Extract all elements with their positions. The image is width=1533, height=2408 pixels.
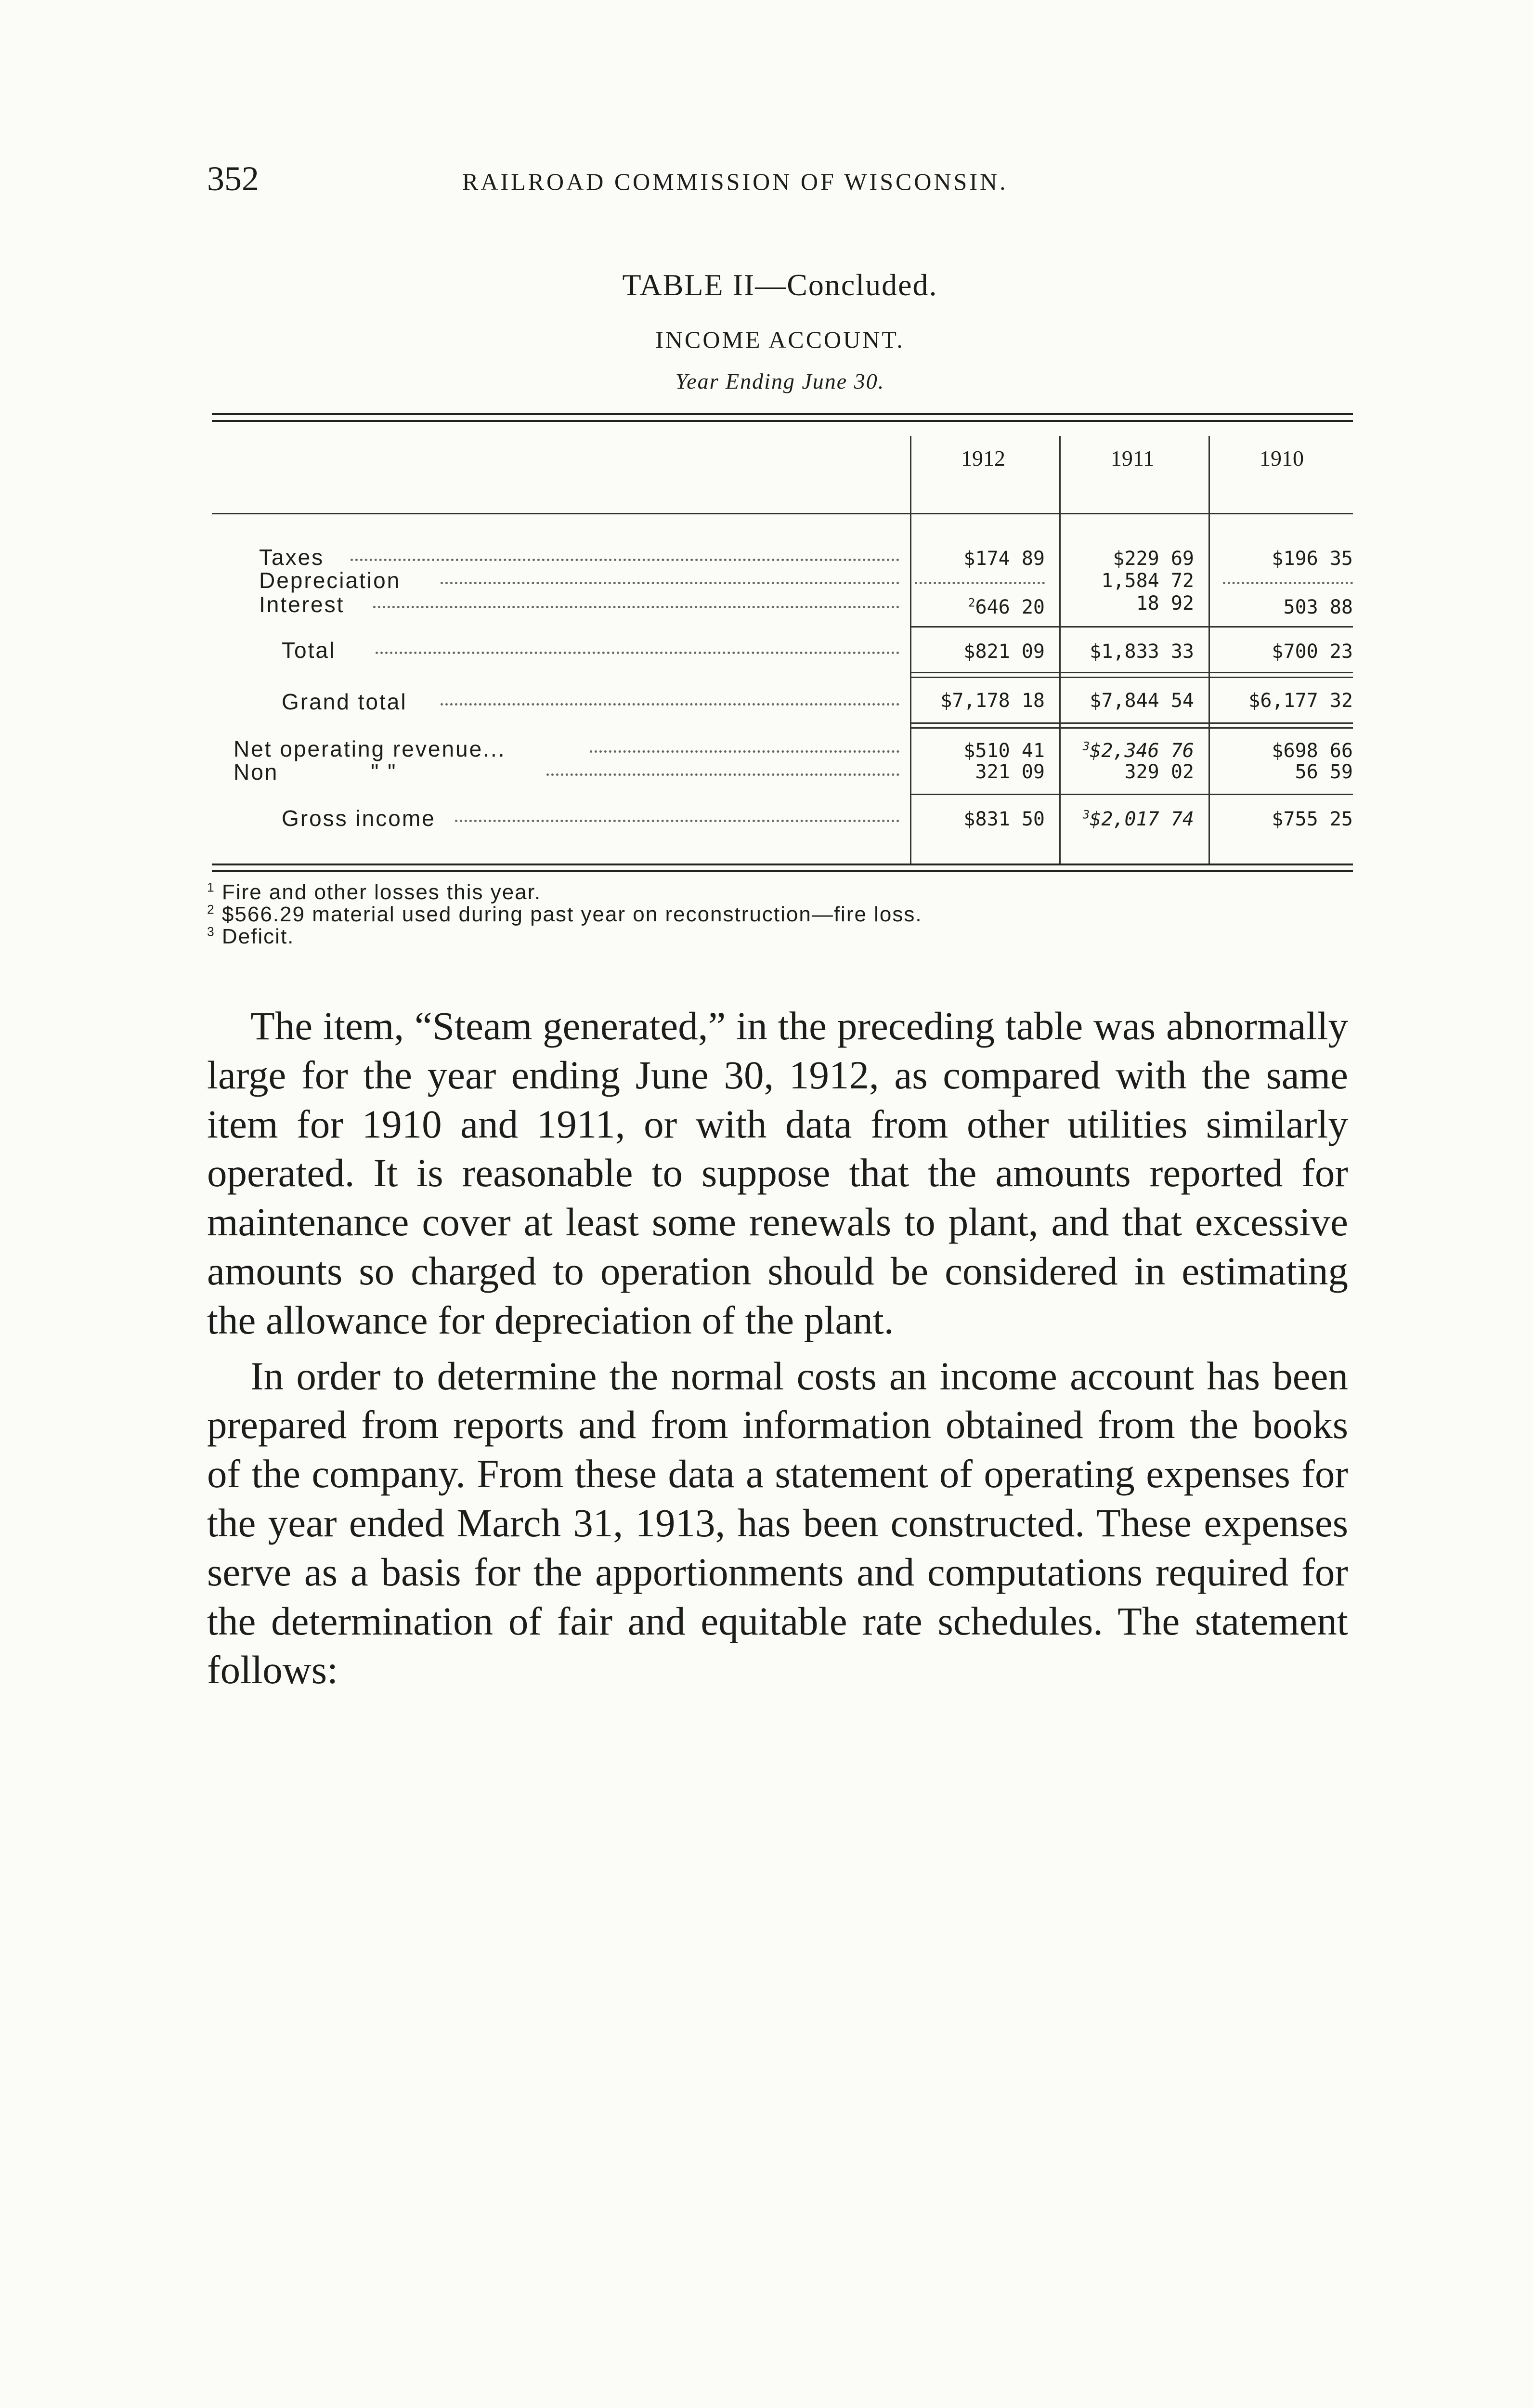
cell-value: 18 92 <box>1136 592 1194 615</box>
row-label: Net operating revenue... <box>234 736 506 761</box>
cell-value: $6,177 32 <box>1248 690 1353 712</box>
column-header-1912: 1912 <box>961 446 1005 471</box>
cell-value: $196 35 <box>1272 548 1353 570</box>
column-header-1910: 1910 <box>1260 446 1304 471</box>
page-header <box>207 159 1353 202</box>
sum-rule <box>911 677 1353 678</box>
dot-leader <box>455 820 899 822</box>
cell-value: $1,833 33 <box>1090 641 1194 663</box>
footnote: $^1$ Fire and other losses this year. <box>207 880 542 904</box>
footnotes <box>207 881 1353 948</box>
cell-value: 329 02 <box>1124 761 1194 783</box>
row-label: Interest <box>259 592 345 617</box>
sum-rule <box>911 626 1353 628</box>
running-head: RAILROAD COMMISSION OF WISCONSIN. <box>462 168 1008 195</box>
cell-value: 1,584 72 <box>1101 570 1194 592</box>
footnote: $^2$ $566.29 material used during past year on reconstruction—fire loss. <box>207 902 922 926</box>
dot-leader <box>441 703 899 706</box>
page-number: 352 <box>207 159 259 198</box>
column-divider <box>1059 436 1061 864</box>
cell-value: $174 89 <box>963 548 1045 570</box>
dot-leader <box>351 559 899 561</box>
footnote-mark: 3 <box>1082 808 1090 822</box>
cell-value: $^3$\$2,017 74 <box>1082 808 1194 830</box>
table-title: TABLE II—Concluded. <box>622 268 938 302</box>
cell-value: $821 09 <box>963 641 1045 663</box>
cell-value: $698 66 <box>1272 740 1353 762</box>
dot-leader <box>373 606 899 608</box>
sum-rule <box>911 722 1353 724</box>
table-top-rule <box>212 420 1353 422</box>
dot-leader <box>546 773 899 776</box>
table-subtitle: INCOME ACCOUNT. <box>655 326 905 353</box>
table-top-rule <box>212 413 1353 415</box>
blank-dots <box>1223 582 1353 584</box>
cell-value: $700 23 <box>1272 641 1353 663</box>
paragraph: The item, “Steam generated,” in the preceding table was abnormally large for the year ending June 30, 1912, as compared with the same item for 1910 and 1911, or with data from other utilities similarly operated. It is reasonable to suppose that the amounts reported for maintenance cover at least some renewals to plant, and that excessive amounts so charged to operation should be considered in estimating the allowance for depreciation of the plant. <box>207 1004 1348 1342</box>
table-bottom-rule <box>212 870 1353 872</box>
row-label: Gross income <box>282 806 436 831</box>
footnote-mark: 2 <box>968 596 975 610</box>
ditto-marks: " " <box>371 759 397 785</box>
footnote-mark: 3 <box>1082 739 1090 753</box>
dot-leader <box>590 750 899 753</box>
cell-value: $755 25 <box>1272 808 1353 830</box>
header-rule <box>212 513 1353 514</box>
table-bottom-rule <box>212 864 1353 865</box>
cell-value: $7,844 54 <box>1090 690 1194 712</box>
sum-rule <box>911 727 1353 729</box>
footnote: $^3$ Deficit. <box>207 924 295 948</box>
cell-value: 56 59 <box>1295 761 1353 783</box>
blank-dots <box>915 582 1045 584</box>
row-label: Grand total <box>282 689 407 714</box>
row-label: Total <box>282 638 336 663</box>
sum-rule <box>911 672 1353 673</box>
table-period: Year Ending June 30. <box>675 369 885 393</box>
cell-value: $510 41 <box>963 740 1045 762</box>
body-text <box>207 1002 1348 1695</box>
column-divider <box>910 436 911 864</box>
dot-leader <box>441 582 899 584</box>
cell-value: $^3$\$2,346 76 <box>1082 739 1194 762</box>
dot-leader <box>376 652 899 654</box>
row-label: Non <box>234 759 279 785</box>
row-label: Depreciation <box>259 568 401 593</box>
sum-rule <box>911 794 1353 795</box>
column-header-1911: 1911 <box>1110 446 1155 471</box>
cell-value: 321 09 <box>975 761 1045 783</box>
row-label: Taxes <box>259 545 325 570</box>
cell-value: 503 88 <box>1283 596 1353 618</box>
cell-value: $229 69 <box>1113 548 1194 570</box>
cell-value: $^2$646 20 <box>968 596 1045 618</box>
cell-value: $831 50 <box>963 808 1045 830</box>
cell-value: $7,178 18 <box>940 690 1045 712</box>
paragraph: In order to determine the normal costs an income account has been prepared from reports and from information obtained from the books of the company. From these data a statement of operating expenses for the year ended March 31, 1913, has been constructed. These expenses serve as a basis for the apportionments and computations required for the determination of fair and equitable rate schedules. The statement follows: <box>207 1353 1348 1692</box>
column-divider <box>1208 436 1210 864</box>
